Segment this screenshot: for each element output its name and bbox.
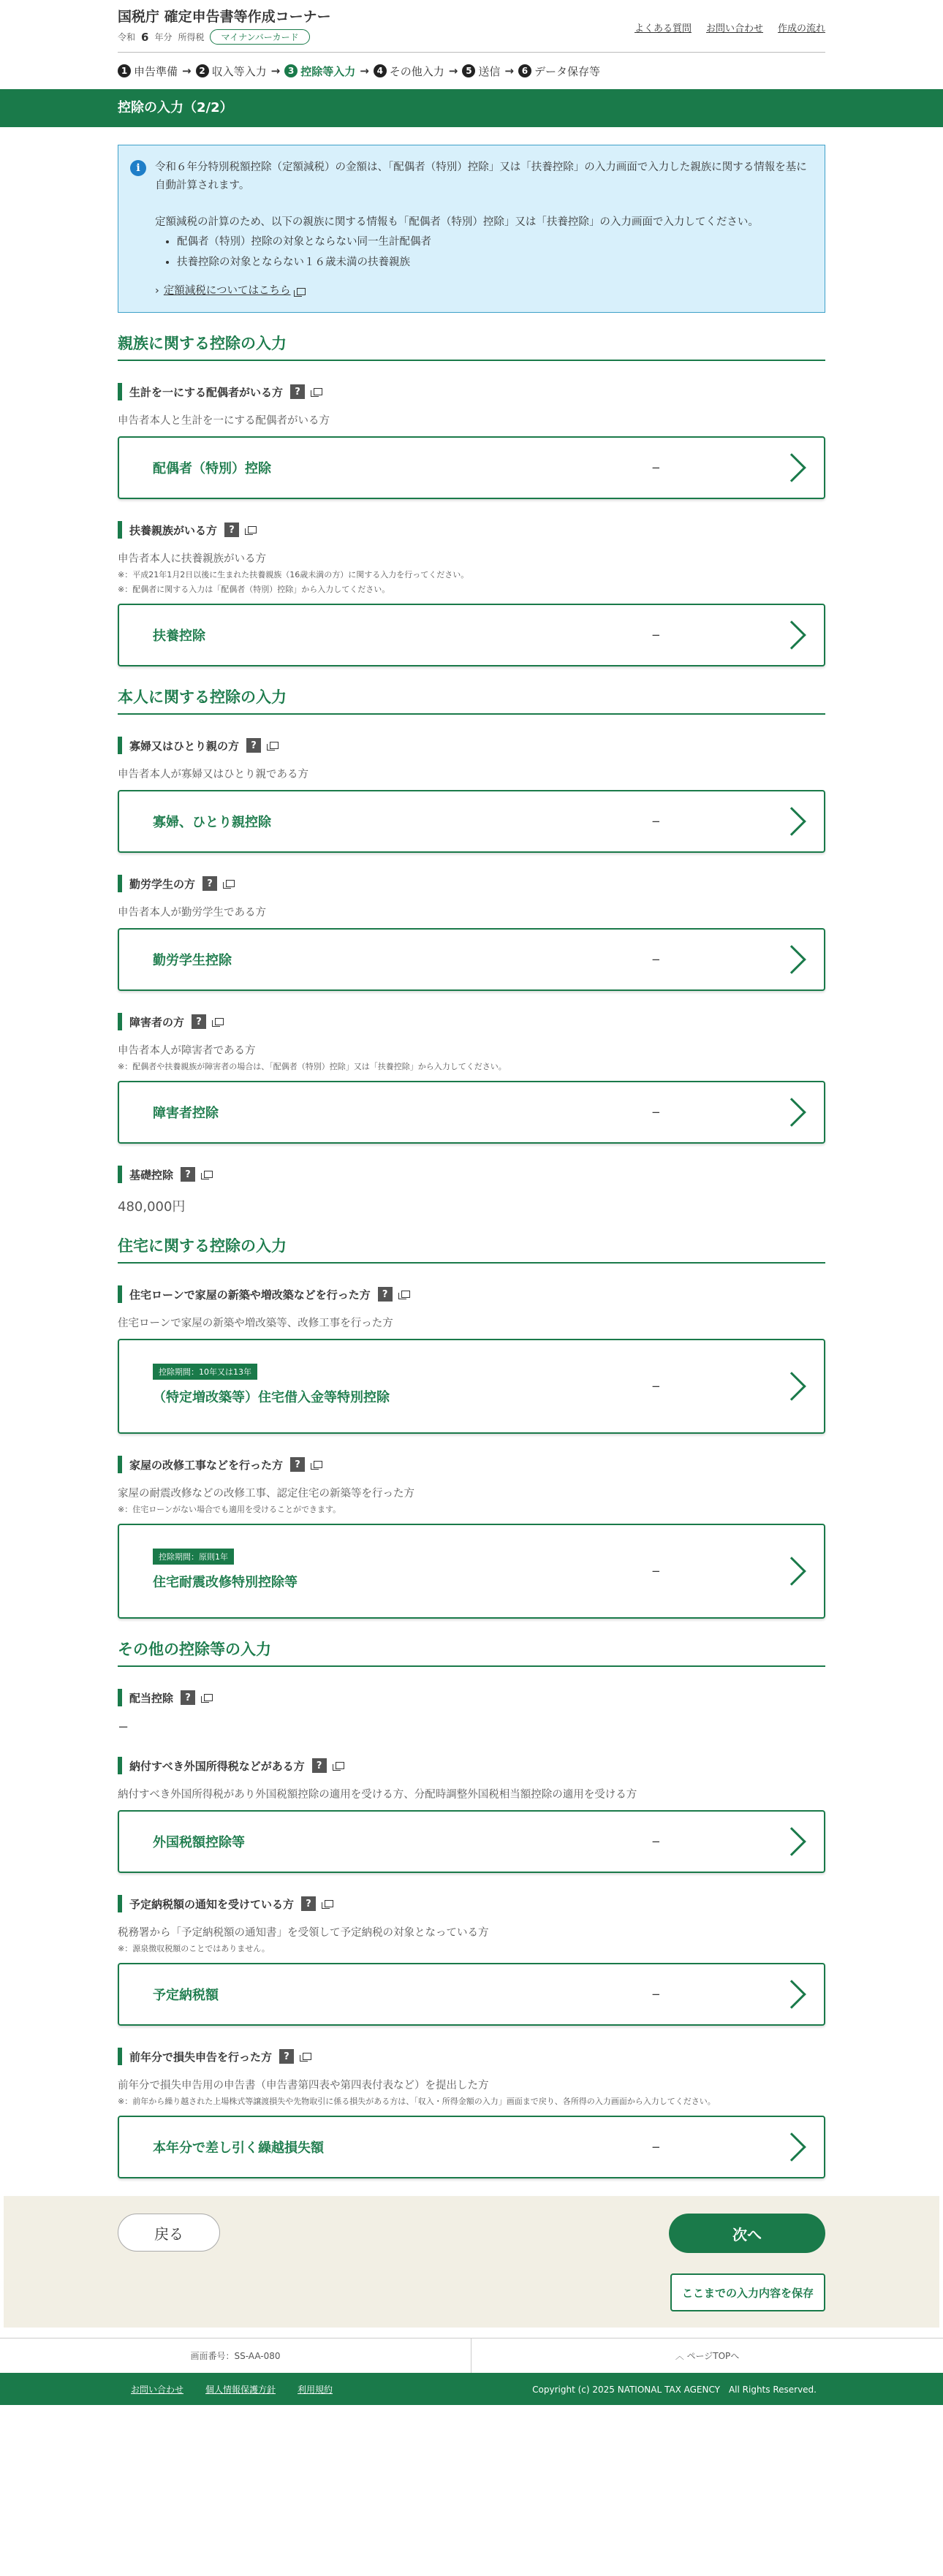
amount-value: − (651, 2140, 661, 2154)
help-icon[interactable]: ? (181, 1690, 195, 1705)
help-icon[interactable]: ? (202, 876, 217, 891)
arrow-right-icon: → (360, 64, 369, 77)
item-note: ※：平成21年1月2日以後に生まれた扶養親族（16歳未満の方）に関する入力を行ってください。 (118, 570, 469, 580)
info-box (118, 145, 825, 313)
amount-value: − (651, 815, 661, 829)
step-3: 3 控除等入力 (284, 64, 355, 79)
copyright: Copyright (c) 2025 NATIONAL TAX AGENCY All Rights Reserved. (532, 2384, 817, 2395)
item-heading: 勤労学生の方 (129, 877, 196, 891)
site-header (118, 0, 825, 53)
page-top-link[interactable]: ︿ ページTOPへ (675, 2351, 740, 2362)
dependent-deduction-button[interactable]: 扶養控除 − (118, 604, 825, 666)
item-heading: 家屋の改修工事などを行った方 (129, 1458, 284, 1472)
step-5: 5 送信 (462, 64, 500, 79)
item-heading: 予定納税額の通知を受けている方 (129, 1897, 295, 1911)
site-footer (0, 2373, 943, 2405)
arrow-right-icon: → (448, 64, 458, 77)
item-description: 申告者本人が勤労学生である方 (118, 907, 266, 919)
footer-privacy-link[interactable]: 個人情報保護方針 (205, 2384, 276, 2395)
help-icon[interactable]: ? (192, 1014, 206, 1029)
external-window-icon[interactable] (336, 1762, 344, 1769)
item-description: 家屋の耐震改修などの改修工事、認定住宅の新築等を行った方 (118, 1488, 414, 1500)
item-heading: 基礎控除 (129, 1168, 174, 1182)
item-dividend (118, 1689, 825, 1735)
item-loss (118, 2048, 825, 2178)
foreign-tax-deduction-button[interactable]: 外国税額控除等 − (118, 1810, 825, 1873)
next-button[interactable]: 次へ (669, 2214, 825, 2253)
basic-deduction-value: 480,000円 (118, 1199, 186, 1215)
chevron-right-icon (777, 453, 806, 482)
era: 令和 (118, 32, 136, 42)
item-heading: 扶養親族がいる方 (129, 523, 218, 537)
step-4: 4 その他入力 (374, 64, 444, 79)
item-description: 税務署から「予定納税額の通知書」を受領して予定納税の対象となっている方 (118, 1927, 489, 1939)
spouse-deduction-button[interactable]: 配偶者（特別）控除 − (118, 436, 825, 499)
amount-value: − (651, 461, 661, 475)
help-icon[interactable]: ? (378, 1287, 393, 1302)
help-icon[interactable]: ? (246, 738, 261, 753)
amount-value: − (651, 953, 661, 967)
flat-tax-link[interactable]: › 定額減税についてはこちら (155, 282, 808, 300)
chevron-right-icon (777, 2132, 806, 2162)
help-icon[interactable]: ? (290, 384, 305, 399)
chevron-right-icon (777, 945, 806, 974)
external-window-icon[interactable] (204, 1694, 213, 1701)
item-description: 住宅ローンで家屋の新築や増改築等、改修工事を行った方 (118, 1318, 393, 1330)
chevron-right-icon: › (155, 284, 159, 297)
item-heading: 障害者の方 (129, 1015, 185, 1029)
tax-year: 6 (141, 30, 149, 44)
item-dependent (118, 521, 825, 666)
header-divider (118, 52, 825, 53)
amount-value: − (651, 1835, 661, 1849)
amount-value: − (651, 1380, 661, 1394)
info-icon: i (130, 160, 146, 176)
screen-number: 画面番号：SS-AA-080 (0, 2338, 472, 2373)
page-title: 控除の入力（2/2） (118, 100, 233, 115)
help-icon[interactable]: ? (312, 1758, 327, 1773)
chevron-up-icon: ︿ (675, 2351, 687, 2362)
external-window-icon[interactable] (248, 526, 257, 533)
item-heading: 寡婦又はひとり親の方 (129, 739, 240, 753)
dividend-value: − (118, 1720, 129, 1736)
list-item: • 扶養控除の対象とならない１６歳未満の扶養親族 (177, 254, 808, 272)
arrow-right-icon: → (182, 64, 192, 77)
mynumber-badge: マイナンバーカード (210, 29, 309, 45)
item-loan (118, 1285, 825, 1434)
prepaid-tax-button[interactable]: 予定納税額 − (118, 1963, 825, 2026)
page-banner (0, 89, 943, 127)
section-housing-title: 住宅に関する控除の入力 (118, 1234, 825, 1264)
help-icon[interactable]: ? (279, 2049, 294, 2064)
year-suffix: 年分 (154, 32, 173, 42)
help-icon[interactable]: ? (301, 1896, 316, 1911)
help-icon[interactable]: ? (224, 523, 239, 537)
disabled-deduction-button[interactable]: 障害者控除 − (118, 1081, 825, 1144)
contact-link[interactable]: お問い合わせ (705, 23, 763, 34)
item-basic (118, 1166, 825, 1215)
chevron-right-icon (777, 1980, 806, 2009)
header-subinfo (118, 29, 310, 45)
header-links (635, 20, 825, 34)
item-description: 前年分で損失申告用の申告書（申告書第四表や第四表付表など）を提出した方 (118, 2080, 489, 2092)
section-family-title: 親族に関する控除の入力 (118, 332, 825, 361)
faq-link[interactable]: よくある質問 (634, 23, 692, 34)
list-item: • 配偶者（特別）控除の対象とならない同一生計配偶者 (177, 233, 808, 251)
external-window-icon[interactable] (215, 1018, 224, 1025)
external-window-icon[interactable] (401, 1291, 410, 1298)
action-area (4, 2196, 939, 2328)
footer-utility (0, 2338, 943, 2373)
item-description: 申告者本人が障害者である方 (118, 1045, 256, 1057)
external-window-icon[interactable] (303, 2053, 311, 2060)
item-heading: 前年分で損失申告を行った方 (129, 2050, 273, 2064)
renovation-deduction-button[interactable]: 控除期間：原則1年 住宅耐震改修特別控除等 − (118, 1524, 825, 1619)
period-tag: 控除期間：原則1年 (153, 1549, 234, 1565)
arrow-right-icon: → (504, 64, 514, 77)
external-window-icon[interactable] (314, 388, 322, 395)
section-self-title: 本人に関する控除の入力 (118, 685, 825, 715)
chevron-right-icon (777, 1827, 806, 1856)
external-window-icon[interactable] (226, 880, 235, 887)
help-icon[interactable]: ? (290, 1457, 305, 1472)
amount-value: − (651, 1988, 661, 2002)
item-heading: 住宅ローンで家屋の新築や増改築などを行った方 (129, 1288, 371, 1302)
item-widow (118, 737, 825, 853)
external-window-icon[interactable] (204, 1171, 213, 1178)
item-heading: 配当控除 (129, 1691, 174, 1705)
item-prepaid (118, 1895, 825, 2026)
item-note: ※：源泉徴収税額のことではありません。 (118, 1944, 270, 1954)
item-note: ※：住宅ローンがない場合でも適用を受けることができます。 (118, 1505, 341, 1515)
site-title[interactable]: 国税庁 確定申告書等作成コーナー (118, 9, 331, 25)
footer-terms-link[interactable]: 利用規約 (298, 2384, 333, 2395)
item-note: ※：前年から繰り越された上場株式等譲渡損失や先物取引に係る損失がある方は、「収入・所得金額の入力」画面まで戻り、各所得の入力画面から入力してください。 (118, 2097, 716, 2107)
item-description: 申告者本人に扶養親族がいる方 (118, 553, 266, 566)
item-student (118, 875, 825, 991)
flow-link[interactable]: 作成の流れ (777, 23, 825, 34)
step-1: 1 申告準備 (118, 64, 178, 79)
period-tag: 控除期間：10年又は13年 (153, 1364, 257, 1380)
item-heading: 納付すべき外国所得税などがある方 (129, 1759, 305, 1773)
info-list (177, 233, 808, 272)
external-window-icon (297, 288, 306, 295)
info-paragraph-1: 令和６年分特別税額控除（定額減税）の金額は、「配偶者（特別）控除」又は「扶養控除」の入力画面で入力した親族に関する情報を基に自動計算されます。 (155, 162, 807, 192)
external-window-icon[interactable] (325, 1900, 333, 1907)
section-other-title: その他の控除等の入力 (118, 1638, 825, 1667)
step-6: 6 データ保存等 (518, 64, 600, 79)
external-window-icon[interactable] (314, 1461, 322, 1468)
item-note: ※：配偶者や扶養親族が障害者の場合は、「配偶者（特別）控除」又は「扶養控除」から入力してください。 (118, 1062, 507, 1072)
item-foreign (118, 1757, 825, 1873)
item-spouse (118, 383, 825, 499)
external-window-icon[interactable] (270, 742, 279, 749)
amount-value: − (651, 628, 661, 642)
info-paragraph-2: 定額減税の計算のため、以下の親族に関する情報も「配偶者（特別）控除」又は「扶養控除」の入力画面で入力してください。 (155, 216, 759, 228)
item-renovation (118, 1456, 825, 1619)
save-progress-button[interactable]: ここまでの入力内容を保存 (670, 2273, 825, 2311)
footer-links (131, 2383, 333, 2395)
chevron-right-icon (777, 807, 806, 836)
item-note: ※：配偶者に関する入力は「配偶者（特別）控除」から入力してください。 (118, 585, 390, 595)
help-icon[interactable]: ? (181, 1167, 195, 1182)
step-indicator (118, 53, 825, 89)
chevron-right-icon (777, 1098, 806, 1127)
widow-deduction-button[interactable]: 寡婦、ひとり親控除 − (118, 790, 825, 853)
back-button[interactable]: 戻る (118, 2214, 220, 2252)
footer-contact-link[interactable]: お問い合わせ (131, 2384, 184, 2395)
chevron-right-icon (777, 620, 806, 650)
tax-type: 所得税 (178, 32, 205, 42)
carryover-loss-button[interactable]: 本年分で差し引く繰越損失額 − (118, 2116, 825, 2178)
student-deduction-button[interactable]: 勤労学生控除 − (118, 928, 825, 991)
amount-value: − (651, 1106, 661, 1120)
item-description: 納付すべき外国所得税があり外国税額控除の適用を受ける方、分配時調整外国税相当額控除の適用を受ける方 (118, 1789, 637, 1801)
step-2: 2 収入等入力 (196, 64, 267, 79)
item-heading: 生計を一にする配偶者がいる方 (129, 385, 284, 399)
item-description: 申告者本人が寡婦又はひとり親である方 (118, 769, 308, 781)
arrow-right-icon: → (270, 64, 281, 77)
item-disabled (118, 1013, 825, 1144)
item-description: 申告者本人と生計を一にする配偶者がいる方 (118, 415, 330, 428)
housing-loan-deduction-button[interactable]: 控除期間：10年又は13年 （特定増改築等）住宅借入金等特別控除 − (118, 1339, 825, 1434)
amount-value: − (651, 1565, 661, 1578)
